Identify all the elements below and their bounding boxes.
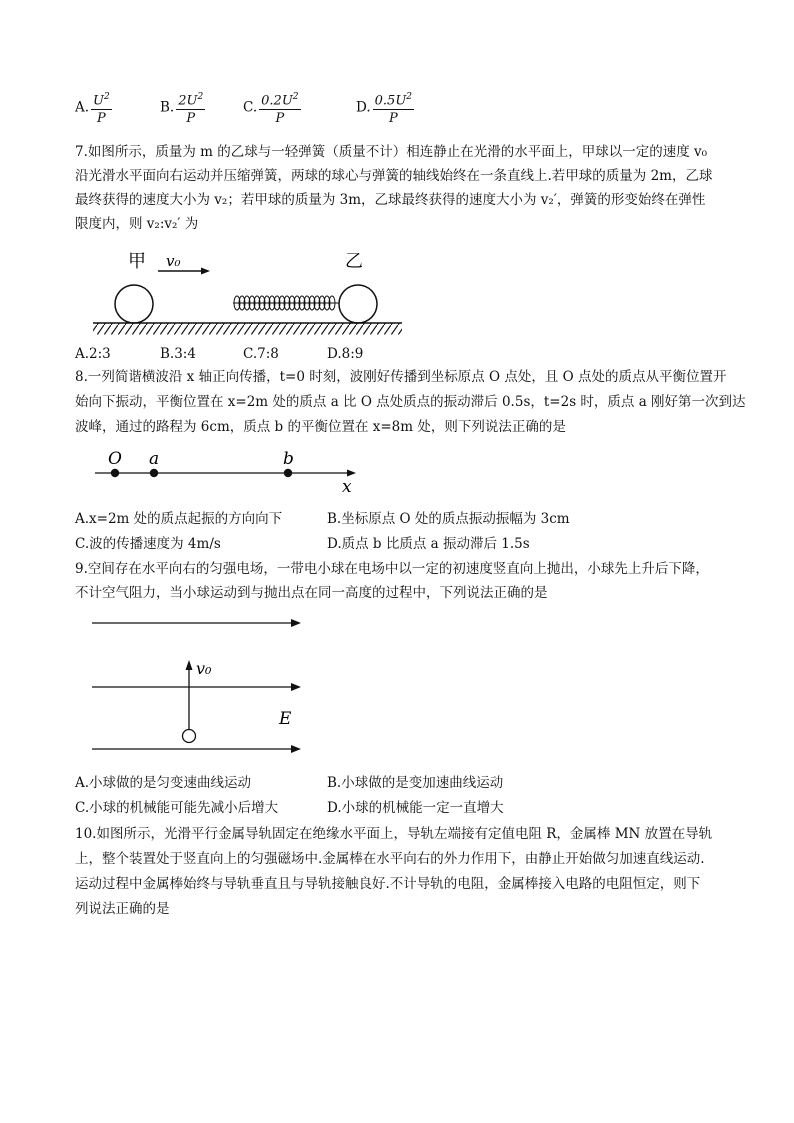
q9-option-b: B.小球做的是变加速曲线运动 [327,775,504,791]
q8-point-a [150,469,158,477]
q8-x-axis-arrowhead [347,470,356,477]
q9-option-c: C.小球的机械能可能先减小后增大 [75,800,279,816]
q8-line-1: 8.一列简谐横波沿 x 轴正向传播，t=0 时刻，波刚好传播到坐标原点 O 点处，且 O 点处的质点从平衡位置开 [75,369,727,385]
q7-ball-jia-label: 甲 [128,251,146,272]
q7-ball-jia [115,285,153,323]
q8-option-a: A.x=2m 处的质点起振的方向向下 [75,511,283,527]
q10-line-4: 列说法正确的是 [75,901,170,917]
q7-ball-yi [339,285,377,323]
q9-velocity-arrowhead [186,660,193,670]
q10-line-2: 上，整个装置处于竖直向上的匀强磁场中.金属棒在水平向右的外力作用下，由静止开始做匀加速直线运动. [75,851,705,867]
q8-line-2: 始向下振动，平衡位置在 x=2m 处的质点 a 比 O 点处质点的振动滞后 0.5s，t=2s 时，质点 a 刚好第一次到达 [75,394,746,410]
q6-option-a: A. $\frac{U^2}{P}$ [75,92,110,127]
q8-figure [90,444,365,496]
q7-velocity-arrowhead [201,268,210,275]
q9-option-d: D.小球的机械能一定一直增大 [327,800,504,816]
q7-option-b: B.3:4 [160,346,196,362]
q7-spring [233,296,339,310]
q7-ground-hatch [93,324,402,335]
q6-option-d: D. $\frac{0.5U^2}{P}$ [356,92,413,127]
q7-ball-yi-label: 乙 [345,251,363,272]
q7-line-1: 7.如图所示，质量为 m 的乙球与一轻弹簧（质量不计）相连静止在光滑的水平面上，甲球以一定的速度 v₀ [75,144,708,160]
q8-x-label: x [342,477,352,496]
q8-point-o-label: O [108,449,122,469]
q9-line-2: 不计空气阻力，当小球运动到与抛出点在同一高度的过程中，下列说法正确的是 [75,585,548,601]
q8-point-b-label: b [283,449,294,469]
q9-ball [183,730,196,743]
q6-option-b: B. $\frac{2U^2}{P}$ [160,92,204,127]
q9-field-arrowheads [291,619,301,753]
q7-option-d: D.8:9 [327,346,364,362]
q9-line-1: 9.空间存在水平向右的匀强电场，一带电小球在电场中以一定的初速度竖直向上抛出，小球先上升后下降， [75,561,709,577]
q8-option-d: D.质点 b 比质点 a 振动滞后 1.5s [327,536,530,552]
q7-velocity-label: v₀ [166,252,181,270]
q9-field-label: E [279,709,292,729]
q8-point-b [284,469,292,477]
q9-figure [88,612,310,760]
q9-velocity-label: v₀ [196,659,212,678]
q7-line-4: 限度内，则 v₂:v₂′ 为 [75,216,199,232]
q10-line-3: 运动过程中金属棒始终与导轨垂直且与导轨接触良好.不计导轨的电阻，金属棒接入电路的电阻恒定，则下 [75,876,701,892]
q8-point-a-label: a [149,449,160,469]
q8-option-c: C.波的传播速度为 4m/s [75,536,221,552]
q6-option-c: C. $\frac{0.2U^2}{P}$ [243,92,299,127]
q9-option-a: A.小球做的是匀变速曲线运动 [75,775,252,791]
q8-line-3: 波峰，通过的路程为 6cm，质点 b 的平衡位置在 x=8m 处，则下列说法正确的是 [75,419,566,435]
q10-line-1: 10.如图所示，光滑平行金属导轨固定在绝缘水平面上，导轨左端接有定值电阻 R，金属棒 MN 放置在导轨 [75,826,713,842]
q8-point-o [111,469,119,477]
q7-figure [90,245,410,340]
q7-line-3: 最终获得的速度大小为 v₂；若甲球的质量为 3m，乙球最终获得的速度大小为 v₂′，弹簧的形变始终在弹性 [75,192,706,208]
q7-line-2: 沿光滑水平面向右运动并压缩弹簧，两球的球心与弹簧的轴线始终在一条直线上.若甲球的质量为 2m，乙球 [75,168,713,184]
q8-option-b: B.坐标原点 O 处的质点振动振幅为 3cm [327,511,570,527]
q7-option-a: A.2:3 [75,346,111,362]
q7-option-c: C.7:8 [243,346,279,362]
